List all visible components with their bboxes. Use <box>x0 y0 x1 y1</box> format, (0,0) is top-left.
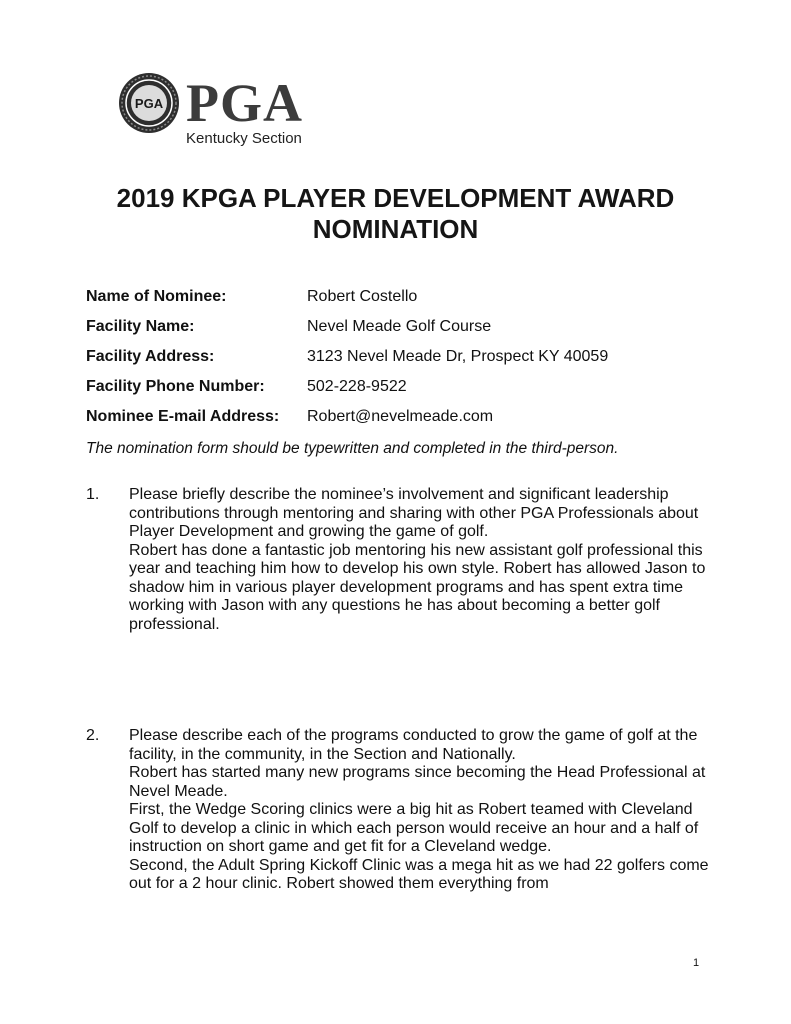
seal-text: PGA <box>134 96 164 111</box>
field-label: Nominee E-mail Address: <box>86 408 280 425</box>
field-label: Facility Name: <box>86 318 195 335</box>
field-row <box>86 347 726 377</box>
answer-text: Second, the Adult Spring Kickoff Clinic was a mega hit as we had 22 golfers come out for a 2 hour clinic. Robert showed them everything from <box>129 856 709 892</box>
logo-subtitle: Kentucky Section <box>186 130 302 147</box>
question-number: 1. <box>86 486 100 503</box>
field-value: Nevel Meade Golf Course <box>307 318 492 335</box>
answer-text: First, the Wedge Scoring clinics were a big hit as Robert teamed with Cleveland Golf to develop a clinic in which each person would receive an hour and a half of instruction on short game and get fit for a Cleveland wedge. <box>129 801 699 855</box>
question-number: 2. <box>86 727 100 744</box>
logo-wordmark: PGA <box>186 73 303 133</box>
field-row <box>86 407 726 437</box>
field-label: Facility Address: <box>86 348 215 365</box>
field-row <box>86 377 726 407</box>
field-row <box>86 287 726 317</box>
title-line-2: NOMINATION <box>312 214 479 244</box>
pga-logo <box>118 72 338 152</box>
pga-seal-icon <box>118 72 180 134</box>
question-body <box>129 727 709 894</box>
answer-text: Robert has started many new programs since becoming the Head Professional at Nevel Meade. <box>129 764 706 800</box>
question-body <box>129 486 709 634</box>
field-label: Name of Nominee: <box>86 288 227 305</box>
form-instruction: The nomination form should be typewritten and completed in the third-person. <box>86 440 619 457</box>
field-row <box>86 317 726 347</box>
page-number: 1 <box>693 957 700 969</box>
field-label: Facility Phone Number: <box>86 378 265 395</box>
field-value: Robert Costello <box>307 288 418 305</box>
question-prompt: Please describe each of the programs conducted to grow the game of golf at the facility, in the community, in the Section and Nationally. <box>129 727 698 763</box>
field-value: 502-228-9522 <box>307 378 407 395</box>
nominee-info <box>86 287 726 437</box>
field-value: 3123 Nevel Meade Dr, Prospect KY 40059 <box>307 348 609 365</box>
answer-text: Robert has done a fantastic job mentoring his new assistant golf professional this year and teaching him how to develop his own style. Robert has allowed Jason to shadow him in various player development programs and has spent extra time working with Jason with any questions he has about becoming a better golf professional. <box>129 541 706 633</box>
field-value: Robert@nevelmeade.com <box>307 408 494 425</box>
page-title <box>0 183 791 245</box>
question-prompt: Please briefly describe the nominee’s involvement and significant leadership contributions through mentoring and sharing with other PGA Professionals about Player Development and growing the game of golf. <box>129 486 699 540</box>
title-line-1: 2019 KPGA PLAYER DEVELOPMENT AWARD <box>116 183 675 213</box>
